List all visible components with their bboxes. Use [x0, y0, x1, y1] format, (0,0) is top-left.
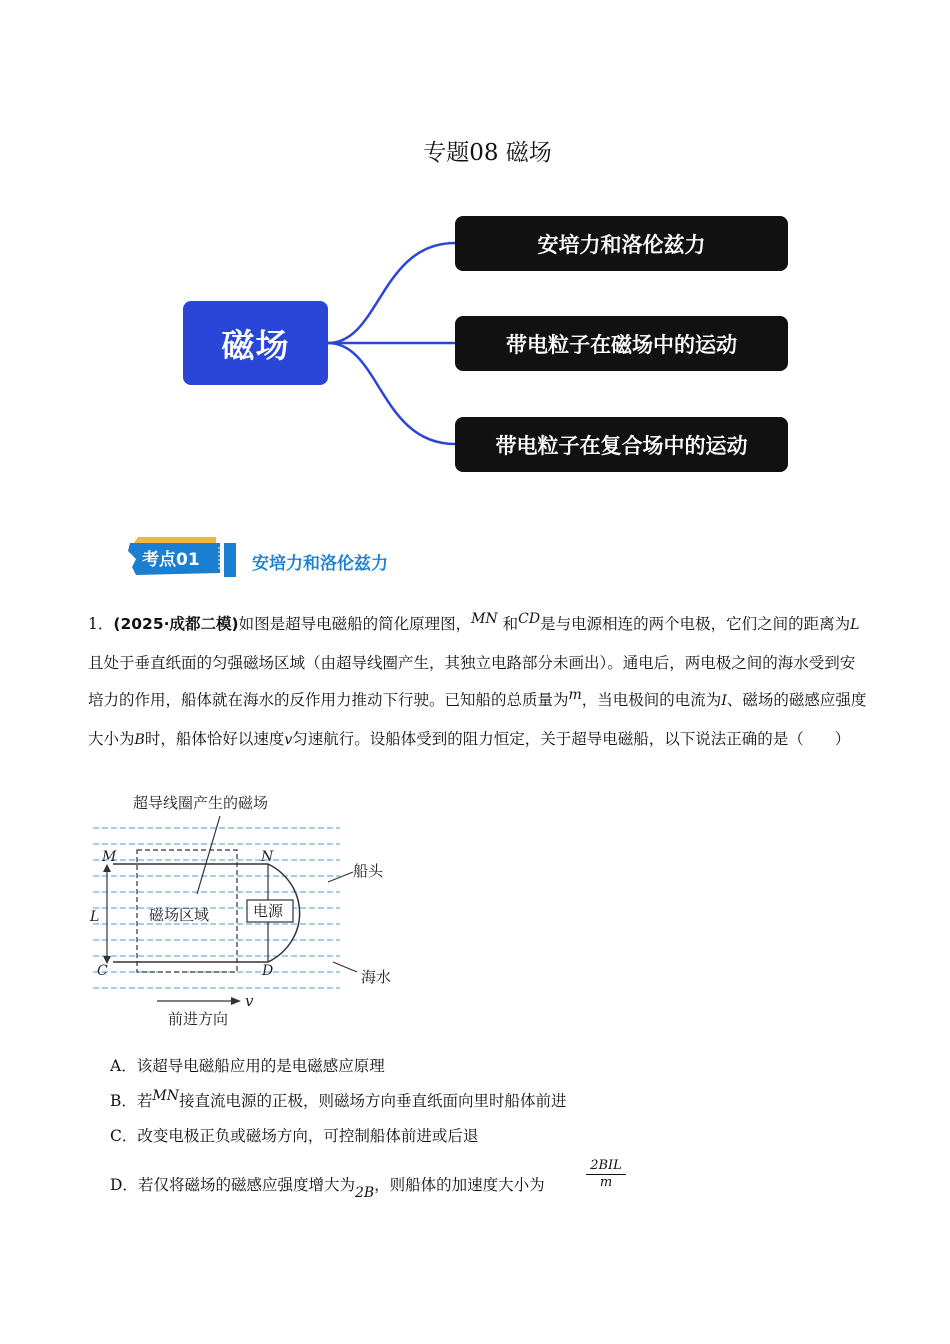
bow-label: 船头 [353, 862, 384, 880]
letter-n: N [261, 849, 274, 865]
option-a-label: A． [110, 1057, 137, 1075]
option-b-var: MN [152, 1088, 179, 1104]
question-source: (2025·成都二模) [113, 615, 239, 633]
option-a-text: 该超导电磁船应用的是电磁感应原理 [136, 1057, 385, 1075]
var-mn: MN [471, 611, 498, 627]
direction-label: 前进方向 [168, 1010, 229, 1028]
var-l: L [850, 617, 860, 633]
option-d[interactable] [110, 1173, 545, 1201]
option-c[interactable] [110, 1124, 478, 1146]
option-d-text: 若仅将磁场的磁感应强度增大为 [137, 1176, 355, 1194]
option-b[interactable] [110, 1089, 567, 1111]
question-text-part: 匀速航行。设船体受到的阻力恒定，关于超导电磁船，以下说法正确的是（ ） [292, 729, 851, 748]
option-c-text: 改变电极正负或磁场方向，可控制船体前进或后退 [137, 1127, 479, 1145]
section-badge-text: 考点01 [142, 550, 200, 570]
mind-map-root: 磁场 [183, 301, 328, 385]
fraction-numerator: 2BIL [586, 1158, 626, 1175]
question-number: 1． [88, 615, 114, 633]
section-badge [128, 537, 238, 581]
fraction-denominator: m [599, 1175, 613, 1190]
question-text-part: ，当电极间的电流为 [581, 691, 722, 709]
var-i: I [721, 693, 727, 709]
question-text-part: 是与电源相连的两个电极，它们之间的距离为 [540, 615, 851, 633]
region-label: 磁场区域 [149, 906, 210, 924]
letter-d: D [262, 963, 274, 979]
mind-map-branch-1: 安培力和洛伦兹力 [455, 216, 788, 271]
mind-map-branch-2: 带电粒子在磁场中的运动 [455, 316, 788, 371]
power-label: 电源 [253, 902, 284, 920]
option-a[interactable] [110, 1054, 385, 1076]
option-d-label: D． [110, 1176, 138, 1194]
question-text [88, 606, 868, 759]
option-b-text: 若 [136, 1092, 153, 1110]
section-title: 安培力和洛伦兹力 [252, 554, 388, 574]
mind-map [0, 0, 950, 520]
mind-map-branch-3: 带电粒子在复合场中的运动 [455, 417, 788, 472]
option-d-text: ，则船体的加速度大小为 [374, 1176, 545, 1194]
option-b-text: 接直流电源的正极，则磁场方向垂直纸面向里时船体前进 [179, 1092, 567, 1110]
question-text-part: 如图是超导电磁船的简化原理图， [238, 615, 472, 633]
var-v: v [284, 731, 293, 748]
letter-v: v [245, 992, 254, 1010]
option-d-var: 2B [354, 1185, 375, 1201]
option-c-label: C． [110, 1127, 138, 1145]
bow-pointer [328, 872, 353, 882]
option-d-fraction [586, 1158, 626, 1190]
letter-m: M [102, 849, 117, 865]
question-text-part: 且处于垂直纸面的匀强磁场区域（由超导线圈产生，其独立电路部分未画出）。通电后，两电极之间的海水受到安培力的作用，船体就在海水的反作用力推动下行驶。已知船的总质量为 [88, 653, 856, 709]
letter-l: L [90, 909, 100, 925]
page-title: 专题08 磁场 [423, 140, 552, 166]
var-m: m [568, 687, 582, 703]
field-label: 超导线圈产生的磁场 [133, 794, 269, 812]
field-pointer [197, 816, 220, 894]
sea-lines [93, 828, 340, 988]
ship-diagram [85, 790, 415, 1030]
question-text-part: 时，船体恰好以速度 [144, 729, 285, 748]
question-text-part: 、磁场的磁感应强度大小为 [88, 691, 867, 748]
var-b: B [134, 731, 145, 748]
sea-label: 海水 [361, 968, 392, 986]
sea-pointer [333, 962, 357, 972]
question-text-part: 和 [497, 615, 519, 633]
letter-c: C [97, 963, 108, 979]
var-cd: CD [518, 611, 541, 627]
option-b-label: B． [110, 1092, 137, 1110]
